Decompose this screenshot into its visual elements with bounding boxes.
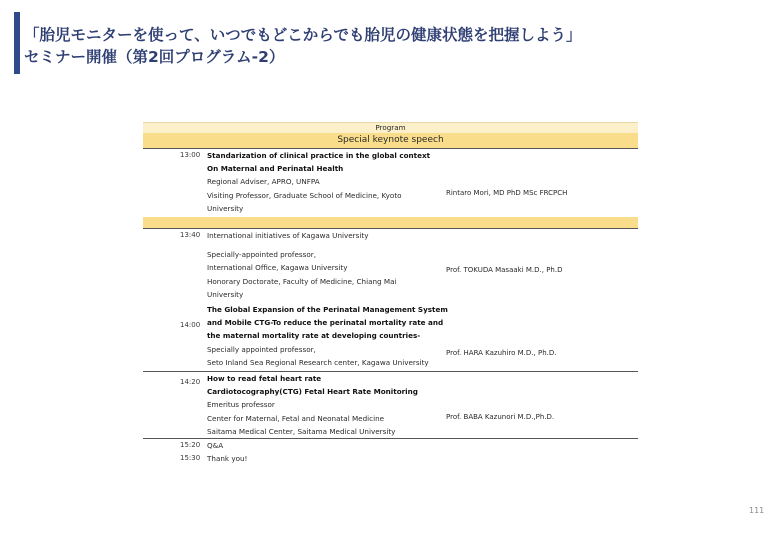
title-line-2: セミナー開催（第2回プログラム-2） [24,48,285,66]
talk-line: Center for Maternal, Fetal and Neonatal Medicine [207,413,385,423]
session-row [143,307,638,371]
talk-line: and Mobile CTG-To reduce the perinatal mortality rate and [207,318,444,328]
talk-line: The Global Expansion of the Perinatal Management System [207,305,448,314]
session-speaker: Prof. TOKUDA Masaaki M.D., Ph.D [446,266,563,274]
talk-line: On Maternal and Perinatal Health [207,164,344,174]
talk-line: Specially appointed professor, [207,344,316,354]
program-table [143,122,638,465]
session-time: 15:30 [180,454,201,462]
session-row [143,149,638,215]
talk-line: Specially-appointed professor, [207,250,317,260]
talk-line: International initiatives of Kagawa University [207,231,369,240]
session-time: 13:00 [180,151,201,159]
session-talk [207,439,452,452]
session-talk [207,452,452,465]
talk-line: Regional Adviser, APRO, UNFPA [207,177,320,187]
session-talk [207,149,452,215]
session-time: 14:20 [180,378,201,386]
talk-line: How to read fetal heart rate [207,374,322,383]
session-speaker: Rintaro Mori, MD PhD MSc FRCPCH [446,189,568,197]
session-speaker: Prof. HARA Kazuhiro M.D., Ph.D. [446,349,557,357]
talk-line: University [207,203,244,213]
talk-line: International Office, Kagawa University [207,263,348,273]
session-time: 14:00 [180,321,201,329]
page-number: 111 [749,506,765,515]
talk-line: Q&A [207,441,224,450]
talk-line: Emeritus professor [207,400,275,410]
talk-line: Standarization of clinical practice in the global context [207,151,431,160]
talk-line: Thank you! [207,454,248,463]
talk-line: Saitama Medical Center, Saitama Medical University [207,426,396,436]
program-label: Program [143,122,638,133]
session-row [143,229,638,307]
session-time: 15:20 [180,441,201,449]
title-line-1: 「胎児モニターを使って、いつでもどこからでも胎児の健康状態を把握しよう」 [24,26,582,44]
session-talk [207,372,452,438]
title-accent-bar [14,12,20,74]
talk-line: Honorary Doctorate, Faculty of Medicine, Chiang Mai [207,276,397,286]
session-row [143,452,638,465]
session-speaker: Prof. BABA Kazunori M.D.,Ph.D. [446,413,555,421]
session-talk [207,229,452,301]
talk-line: the maternal mortality rate at developing countries- [207,331,421,341]
session-time: 13:40 [180,231,201,239]
break-band [143,217,638,228]
keynote-label: Special keynote speech [143,133,638,149]
session-row [143,372,638,438]
page-title [24,24,582,68]
talk-line: University [207,289,244,299]
talk-line: Cardiotocography(CTG) Fetal Heart Rate Monitoring [207,387,418,397]
talk-line: Seto Inland Sea Regional Research center, Kagawa University [207,357,429,367]
talk-line: Visiting Professor, Graduate School of Medicine, Kyoto [207,190,402,200]
session-row [143,439,638,452]
session-talk [207,303,452,369]
